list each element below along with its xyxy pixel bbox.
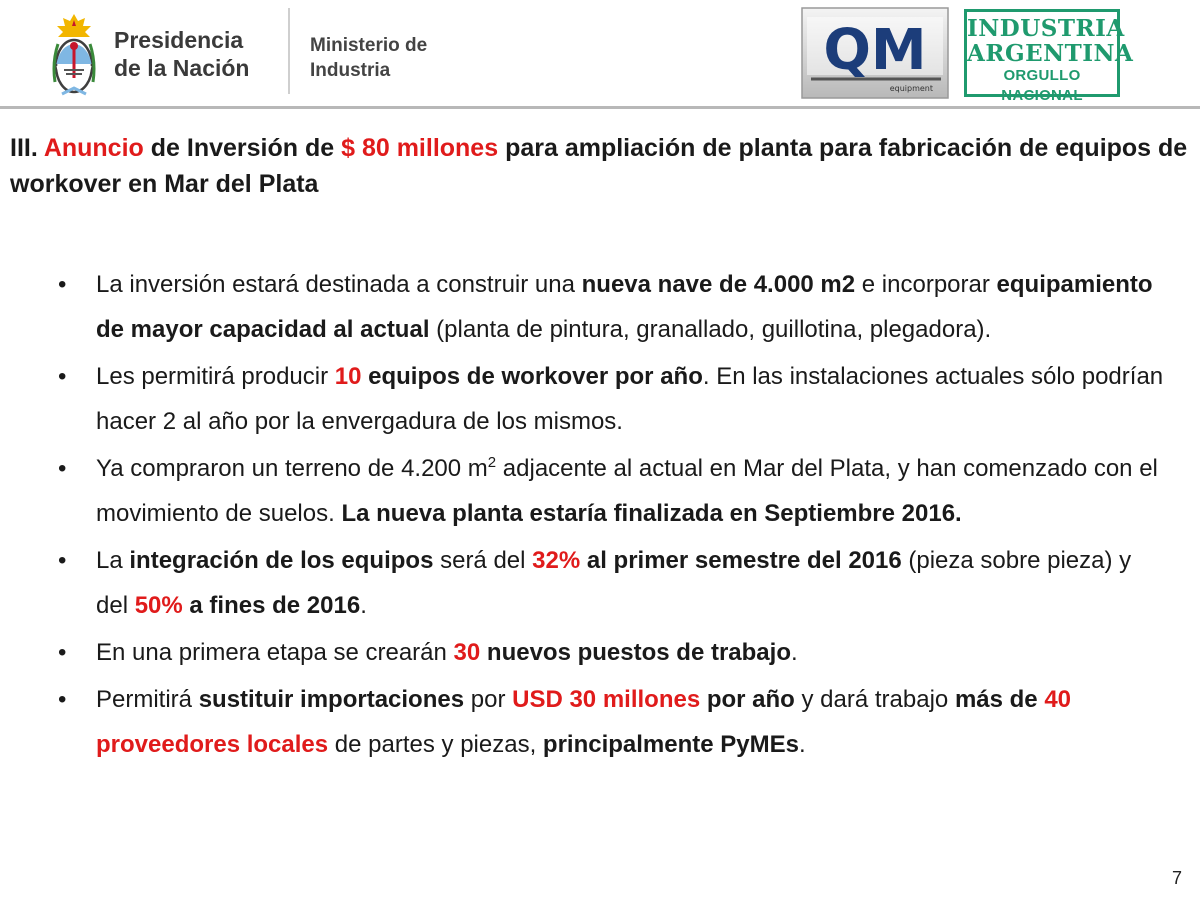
bold-text: principalmente PyMEs xyxy=(542,731,799,758)
bullet-icon: • xyxy=(58,686,67,713)
slide-header xyxy=(0,0,1200,106)
title-highlight: $ 80 millones xyxy=(341,134,499,162)
coat-of-arms-icon xyxy=(52,12,96,98)
industria-argentina-badge xyxy=(964,9,1134,104)
text: Les permitirá producir xyxy=(96,363,335,390)
bullet-list xyxy=(54,262,1164,769)
text: (pieza sobre pieza) y del xyxy=(96,547,1132,619)
title-part: para ampliación de planta para fabricación de equipos de workover en Mar del Plata xyxy=(10,134,1188,198)
text: La inversión estará destinada a construir una xyxy=(96,271,582,298)
text: de partes y piezas, xyxy=(328,731,543,758)
ministerio-line-2: Industria xyxy=(310,60,391,81)
bold-text: nuevos puestos de trabajo xyxy=(480,639,791,666)
bold-text: por año xyxy=(700,686,795,713)
text: (planta de pintura, granallado, guillotina, plegadora). xyxy=(429,316,992,343)
presidencia-line-1: Presidencia xyxy=(114,27,244,53)
bold-text: a fines de 2016 xyxy=(182,592,361,619)
text: . En las instalaciones actuales sólo podrían hacer 2 al año por la envergadura de los mismos. xyxy=(96,363,1164,435)
title-part: III. xyxy=(10,134,44,162)
bold-text: más de xyxy=(954,686,1045,713)
text: . xyxy=(798,731,806,758)
bold-text: sustituir importaciones xyxy=(198,686,465,713)
bold-text: La nueva planta estaría finalizada en Septiembre 2016. xyxy=(341,500,962,527)
qm-equipment-logo xyxy=(801,7,949,99)
ministerio-line-1: Ministerio de xyxy=(310,35,428,56)
bullet-icon: • xyxy=(58,547,67,574)
red-bold-text: USD 30 millones xyxy=(512,686,701,713)
bold-text: equipamiento de mayor capacidad al actual xyxy=(96,271,1153,343)
bullet-icon: • xyxy=(58,455,67,482)
qm-letters: QM xyxy=(823,18,927,83)
bullet-item-1 xyxy=(54,262,1164,352)
page-number: 7 xyxy=(1172,868,1183,888)
bullet-icon: • xyxy=(58,363,67,390)
red-bold-text: 32% xyxy=(532,547,581,574)
presidencia-logo-text xyxy=(114,26,249,82)
title-highlight: Anuncio xyxy=(43,134,144,162)
text: Permitirá xyxy=(96,686,199,713)
bullet-item-6 xyxy=(54,677,1164,767)
bold-text: integración de los equipos xyxy=(129,547,434,574)
text: Ya compraron un terreno de 4.200 m xyxy=(96,455,488,482)
text: . xyxy=(790,639,798,666)
red-bold-text: 50% xyxy=(134,592,183,619)
badge-line-1: INDUSTRIA xyxy=(967,15,1125,42)
text: por xyxy=(464,686,513,713)
bullet-item-4 xyxy=(54,538,1164,628)
text: La xyxy=(96,547,130,574)
red-bold-text: 40 proveedores locales xyxy=(96,686,1072,758)
header-divider xyxy=(288,8,290,94)
text: En una primera etapa se crearán xyxy=(96,639,454,666)
bold-text: nueva nave de 4.000 m2 xyxy=(581,271,856,298)
bullet-item-2 xyxy=(54,354,1164,444)
title-part: de Inversión de xyxy=(143,134,342,162)
red-bold-text: 30 xyxy=(453,639,481,666)
badge-line-2: ARGENTINA xyxy=(967,40,1134,67)
slide-title xyxy=(10,130,1190,202)
text: y dará trabajo xyxy=(794,686,955,713)
text: . xyxy=(360,592,367,619)
header-rule xyxy=(0,106,1200,109)
text: e incorporar xyxy=(855,271,997,298)
bullet-icon: • xyxy=(58,271,67,298)
presidencia-line-2: de la Nación xyxy=(114,55,250,81)
text: adjacente al actual en Mar del Plata, y han comenzado con el movimiento de suelos. xyxy=(96,455,1158,527)
text: será del xyxy=(433,547,533,574)
badge-line-3: ORGULLO NACIONAL xyxy=(1001,67,1083,104)
bullet-icon: • xyxy=(58,639,67,666)
superscript: 2 xyxy=(487,454,497,471)
red-bold-text: 10 xyxy=(334,363,362,390)
bullet-item-3 xyxy=(54,446,1164,536)
ministerio-logo-text xyxy=(310,33,427,83)
bold-text: al primer semestre del 2016 xyxy=(580,547,902,574)
bold-text: equipos de workover por año xyxy=(361,363,703,390)
qm-sub: equipment xyxy=(889,84,933,93)
bullet-item-5 xyxy=(54,630,1164,675)
